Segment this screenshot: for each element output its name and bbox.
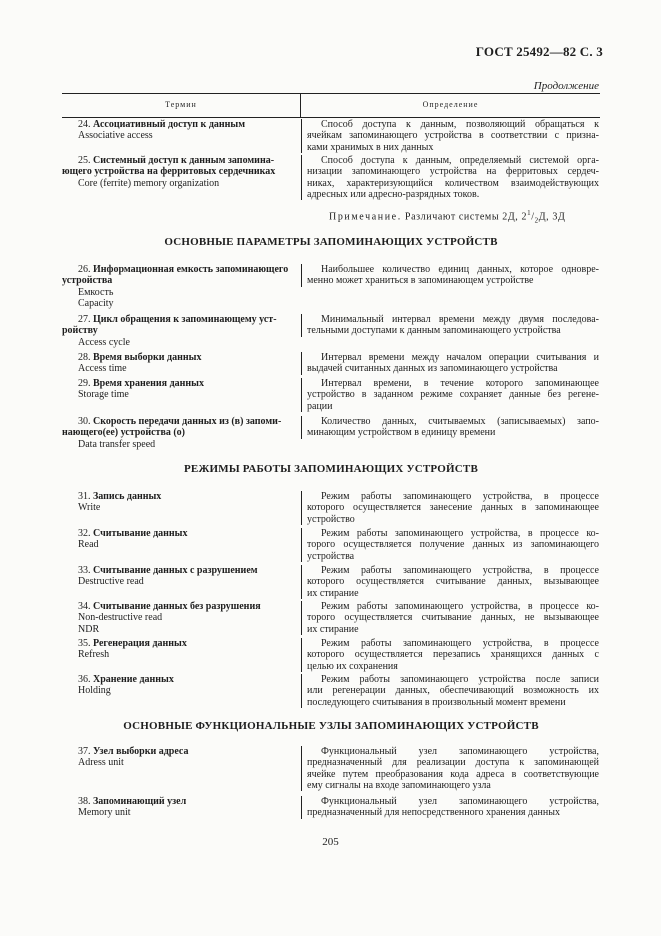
term-title	[62, 491, 294, 502]
term-synonym: Adress unit	[78, 757, 124, 769]
note	[329, 209, 565, 224]
entry-term	[62, 416, 294, 450]
definition-line: их стирание	[307, 587, 359, 599]
term-synonym: Destructive read	[78, 576, 144, 588]
entry-number: 35.	[78, 638, 91, 649]
term-name: Считывание данных	[93, 528, 188, 539]
term-title	[62, 601, 294, 612]
term-synonym: Memory unit	[78, 807, 131, 819]
entry-definition	[301, 314, 599, 337]
entry-term	[62, 264, 294, 309]
definition-line: Функциональный узел запоминающего устройства,	[321, 796, 599, 807]
definition-line: выдачей считанных данных из запоминающего устройства	[307, 363, 558, 375]
note-slash: /	[531, 211, 535, 223]
entry-definition	[301, 416, 599, 439]
entry-definition	[301, 796, 599, 819]
term-name: Системный доступ к данным запомина-	[93, 155, 275, 166]
term-name: Цикл обращения к запоминающему уст-	[93, 314, 277, 325]
entry-number: 28.	[78, 352, 91, 363]
term-title	[62, 352, 294, 363]
entry-term	[62, 314, 294, 348]
entry-number: 36.	[78, 674, 91, 685]
term-title	[62, 674, 294, 685]
entry-number: 25.	[78, 155, 91, 166]
definition-line: последующего считывания в произвольный момент времени	[307, 696, 566, 708]
term-name-continued: ройству	[62, 325, 98, 337]
definition-line: которого осуществляется перезапись хранящихся данных с	[307, 649, 599, 661]
definition-line: ячейкам запоминающего устройства в соответствии с призна-	[307, 130, 599, 142]
definition-line: тельными доступами к данным запоминающего устройства	[307, 325, 561, 337]
entry-term	[62, 638, 294, 661]
term-name: Регенерация данных	[93, 638, 187, 649]
entry-number: 30.	[78, 416, 91, 427]
note-label: Примечание.	[329, 211, 402, 223]
entry-definition	[301, 528, 599, 562]
term-title	[62, 119, 294, 130]
entry-number: 31.	[78, 491, 91, 502]
definition-line: их стирание	[307, 623, 359, 635]
term-name: Запись данных	[93, 491, 162, 502]
term-name-continued: нающего(ее) устройства (о)	[62, 427, 186, 439]
entry-number: 29.	[78, 378, 91, 389]
entry-number: 33.	[78, 565, 91, 576]
section-title-modes: РЕЖИМЫ РАБОТЫ ЗАПОМИНАЮЩИХ УСТРОЙСТВ	[183, 463, 478, 475]
term-synonym: Refresh	[78, 649, 110, 661]
term-synonym: Storage time	[78, 389, 129, 401]
column-header	[62, 93, 600, 118]
page-number: 205	[322, 836, 339, 848]
term-title	[62, 378, 294, 389]
term-name: Считывание данных без разрушения	[93, 601, 261, 612]
definition-line: Режим работы запоминающего устройства, в процессе	[321, 638, 599, 649]
entry-definition	[301, 378, 599, 412]
term-title	[62, 746, 294, 757]
term-synonym: Write	[78, 502, 101, 514]
entry-number: 24.	[78, 119, 91, 130]
term-name: Время хранения данных	[93, 378, 204, 389]
entry-number: 34.	[78, 601, 91, 612]
entry-number: 27.	[78, 314, 91, 325]
definition-line: которого осуществляется занесение данных в запоминающее	[307, 502, 599, 514]
definition-line: Функциональный узел запоминающего устройства,	[321, 746, 599, 757]
term-synonym: Access time	[78, 363, 127, 375]
entry-term	[62, 565, 294, 588]
definition-line: Режим работы запоминающего устройства, в процессе ко-	[321, 528, 599, 539]
term-title	[62, 416, 294, 427]
definition-line: которого осуществляется считывание данных, вызывающее	[307, 576, 599, 588]
term-name: Запоминающий узел	[93, 796, 187, 807]
entry-term	[62, 528, 294, 551]
definition-line: Минимальный интервал времени между двумя последова-	[321, 314, 599, 325]
definition-line: Режим работы запоминающего устройства, в процессе	[321, 491, 599, 502]
term-title	[62, 796, 294, 807]
definition-line: торого осуществляется считывание данных, не вызывающее	[307, 612, 599, 624]
entry-definition	[301, 491, 599, 525]
definition-line: Режим работы запоминающего устройства, в процессе	[321, 565, 599, 576]
term-title	[62, 264, 294, 275]
entry-number: 38.	[78, 796, 91, 807]
term-synonym: Core (ferrite) memory organization	[78, 177, 220, 189]
entry-definition	[301, 264, 599, 287]
entry-term	[62, 155, 294, 189]
entry-term	[62, 601, 294, 635]
note-sup: 1	[527, 209, 532, 217]
definition-line: предназначенный для непосредственного хранения данных	[307, 807, 560, 819]
entry-term	[62, 491, 294, 514]
term-name: Информационная емкость запоминающего	[93, 264, 289, 275]
entry-term	[62, 378, 294, 401]
entry-definition	[301, 674, 599, 708]
entry-definition	[301, 352, 599, 375]
entry-term	[62, 674, 294, 697]
term-name-continued: ющего устройства на ферритовых сердечниках	[62, 166, 276, 178]
term-synonym: Data transfer speed	[78, 438, 156, 450]
entry-definition	[301, 119, 599, 153]
term-title	[62, 565, 294, 576]
definition-line: никах, характеризующийся количеством взаимодействующих	[307, 177, 599, 189]
definition-line: рации	[307, 400, 333, 412]
term-synonym: NDR	[78, 623, 100, 635]
note-text: Различают системы 2Д, 2	[404, 211, 528, 223]
definition-line: Способ доступа к данным, определяемый системой орга-	[321, 155, 599, 166]
term-name: Ассоциативный доступ к данным	[93, 119, 246, 130]
entry-definition	[301, 601, 599, 635]
term-name: Хранение данных	[93, 674, 174, 685]
definition-line: менно может храниться в запоминающем устройстве	[307, 275, 534, 287]
term-title	[62, 528, 294, 539]
definition-line: устройство в заданном режиме сохраняет данные без регене-	[307, 389, 599, 401]
definition-line: адресных или адресно-разрядных токов.	[307, 188, 480, 200]
definition-line: Режим работы запоминающего устройства после записи	[321, 674, 599, 685]
definition-line: ячейке путем преобразования кода адреса в соответствующие	[307, 768, 599, 780]
definition-line: Режим работы запоминающего устройства, в процессе ко-	[321, 601, 599, 612]
term-synonym: Holding	[78, 685, 111, 697]
definition-line: минающим устройством в единицу времени	[307, 427, 496, 439]
entry-number: 26.	[78, 264, 91, 275]
term-name: Время выборки данных	[93, 352, 202, 363]
definition-line: целью их сохранения	[307, 660, 398, 672]
entry-definition	[301, 746, 599, 791]
term-name: Считывание данных с разрушением	[93, 565, 258, 576]
column-header-definition: Определение	[422, 100, 479, 109]
entry-definition	[301, 638, 599, 672]
term-synonym: Read	[78, 539, 99, 551]
entry-term	[62, 796, 294, 819]
term-synonym: Capacity	[78, 297, 114, 309]
section-title-parameters: ОСНОВНЫЕ ПАРАМЕТРЫ ЗАПОМИНАЮЩИХ УСТРОЙСТВ	[164, 236, 498, 248]
definition-line: Интервал времени, в течение которого запоминающее	[321, 378, 599, 389]
entry-term	[62, 119, 294, 142]
definition-line: торого осуществляется получение данных из запоминающего	[307, 539, 599, 551]
definition-line: низации запоминающего устройства на ферритовых сердеч-	[307, 166, 599, 178]
definition-line: ками хранимых в них данных	[307, 141, 434, 153]
term-synonym: Associative access	[78, 130, 153, 142]
term-title	[62, 638, 294, 649]
term-synonym: Емкость	[78, 286, 114, 298]
term-synonym: Access cycle	[78, 336, 130, 348]
definition-line: Количество данных, считываемых (записываемых) запо-	[321, 416, 599, 427]
term-title	[62, 155, 294, 166]
entry-term	[62, 746, 294, 769]
entry-number: 37.	[78, 746, 91, 757]
section-title-units: ОСНОВНЫЕ ФУНКЦИОНАЛЬНЫЕ УЗЛЫ ЗАПОМИНАЮЩИХ УСТРОЙСТВ	[123, 720, 539, 732]
term-name: Узел выборки адреса	[93, 746, 189, 757]
definition-line: Способ доступа к данным, позволяющий обращаться к	[321, 119, 599, 130]
continuation-label: Продолжение	[533, 80, 599, 92]
entry-number: 32.	[78, 528, 91, 539]
term-synonym: Non-destructive read	[78, 612, 163, 624]
term-name-continued: устройства	[62, 275, 113, 287]
entry-term	[62, 352, 294, 375]
term-name: Скорость передачи данных из (в) запоми-	[93, 416, 282, 427]
definition-line: Наибольшее количество единиц данных, которое одновре-	[321, 264, 599, 275]
definition-line: ему сигналы на входе запоминающего узла	[307, 779, 491, 791]
note-sub: 2	[534, 216, 539, 225]
entry-definition	[301, 155, 599, 200]
definition-line: предназначенный для реализации доступа к запоминающей	[307, 757, 599, 769]
definition-line: устройства	[307, 550, 355, 562]
column-header-term: Термин	[165, 100, 197, 109]
document-header: ГОСТ 25492—82 С. 3	[475, 44, 603, 59]
term-title	[62, 314, 294, 325]
note-tail: Д, 3Д	[538, 211, 566, 223]
definition-line: или регенерации данных, обеспечивающий возможность их	[307, 685, 599, 697]
definition-line: Интервал времени между началом операции считывания и	[321, 352, 599, 363]
entry-definition	[301, 565, 599, 599]
definition-line: устройство	[307, 513, 355, 525]
